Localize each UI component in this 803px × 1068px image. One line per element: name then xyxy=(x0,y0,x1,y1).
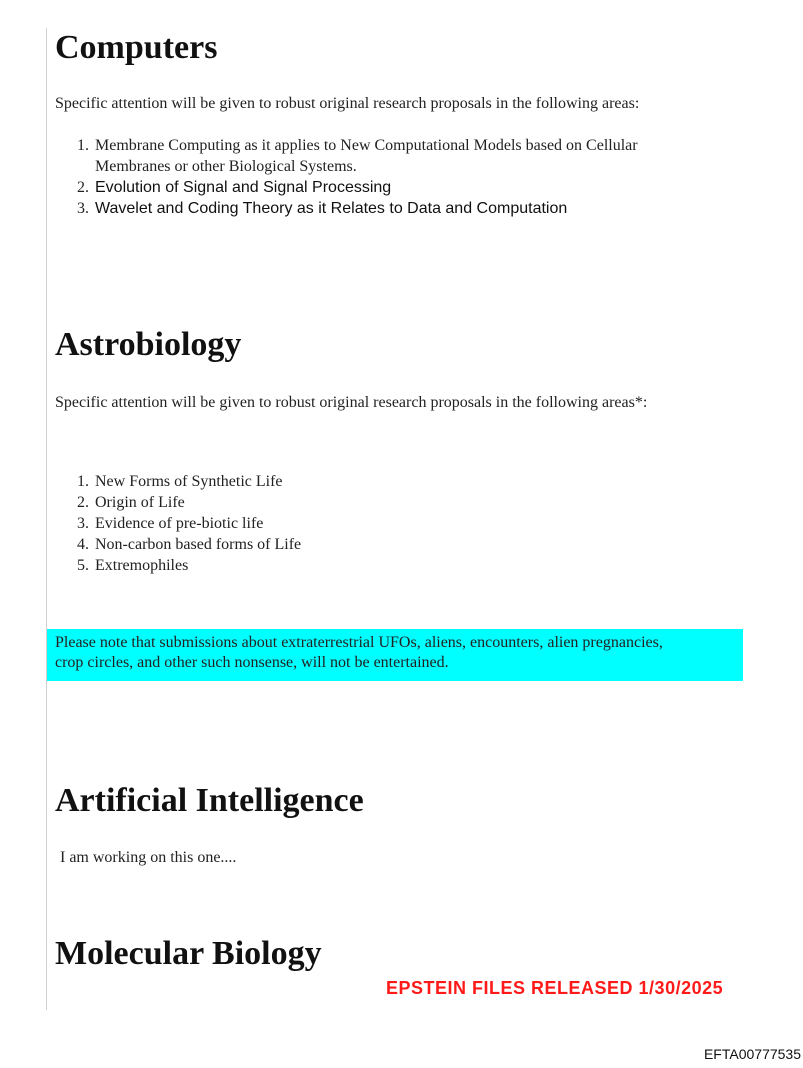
list-item-text: Non-carbon based forms of Life xyxy=(95,536,302,553)
list-item: 3. Wavelet and Coding Theory as it Relates to Data and Computation xyxy=(77,200,568,217)
notice-text-line1: Please note that submissions about extraterrestrial UFOs, aliens, encounters, alien pregnancies, xyxy=(55,634,663,651)
document-id: EFTA00777535 xyxy=(703,1046,801,1062)
list-item-text: Wavelet and Coding Theory as it Relates to Data and Computation xyxy=(95,200,568,217)
heading-molecular-biology: Molecular Biology xyxy=(55,935,322,972)
ai-text: I am working on this one.... xyxy=(60,849,237,866)
computers-list xyxy=(55,135,638,219)
notice-text-line2: crop circles, and other such nonsense, will not be entertained. xyxy=(55,654,449,671)
list-item: 3. Evidence of pre-biotic life xyxy=(77,515,264,532)
list-item-text: Evolution of Signal and Signal Processing xyxy=(95,179,392,196)
list-item: 4. Non-carbon based forms of Life xyxy=(77,536,302,553)
list-item-text: Origin of Life xyxy=(95,494,185,511)
list-item: 2. Origin of Life xyxy=(77,494,185,511)
list-item-text-continued: Membranes or other Biological Systems. xyxy=(95,158,357,175)
list-item-text: Extremophiles xyxy=(95,557,189,574)
list-item-text: Membrane Computing as it applies to New Computational Models based on Cellular xyxy=(95,137,638,154)
left-margin-rule xyxy=(46,28,47,1010)
highlighted-notice xyxy=(47,629,743,681)
list-item: 1. Membrane Computing as it applies to New Computational Models based on Cellular Membranes or other Biological Systems. xyxy=(77,137,638,175)
list-item: 2. Evolution of Signal and Signal Processing xyxy=(77,179,392,196)
astrobiology-list xyxy=(55,471,301,576)
heading-computers: Computers xyxy=(55,29,218,66)
astrobiology-intro: Specific attention will be given to robust original research proposals in the following areas*: xyxy=(55,394,648,411)
list-item: 1. New Forms of Synthetic Life xyxy=(77,473,283,490)
list-item-text: New Forms of Synthetic Life xyxy=(95,473,283,490)
list-item: 5. Extremophiles xyxy=(77,557,189,574)
list-item-text: Evidence of pre-biotic life xyxy=(95,515,264,532)
release-stamp: EPSTEIN FILES RELEASED 1/30/2025 xyxy=(386,978,724,998)
heading-artificial-intelligence: Artificial Intelligence xyxy=(55,782,364,819)
computers-intro: Specific attention will be given to robust original research proposals in the following areas: xyxy=(55,95,640,112)
heading-astrobiology: Astrobiology xyxy=(55,326,242,363)
